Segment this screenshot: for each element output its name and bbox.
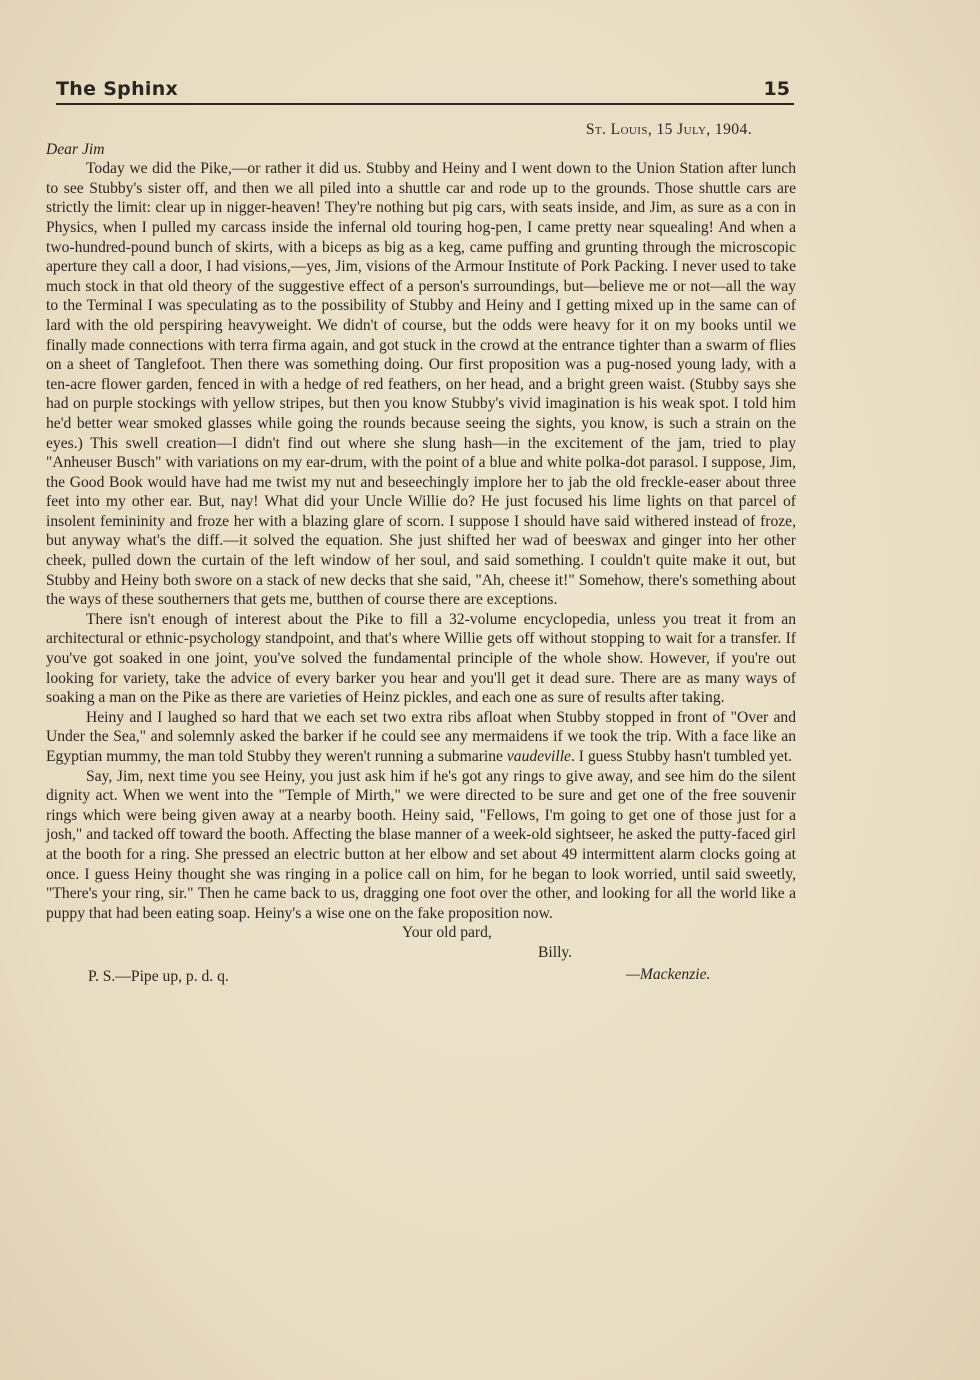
dateline: St. Louis, 15 July, 1904. [585,121,752,138]
signature: Billy. [538,943,573,961]
letter-body [46,120,796,987]
paragraph-1: Today we did the Pike,—or rather it did us. Stubby and Heiny and I went down to the Union Station after lunch to see Stubby's sister off, and then we all piled into a shuttle car and rode up to the grounds. Those shuttle cars are strictly the limit: clear up in nigger-heaven! They're nothing but pig cars, with seats inside, and Jim, as sure as a con in Physics, when I pulled my carcass inside the infernal old touring hog-pen, I came pretty near squealing! And when a two-hundred-pound bunch of skirts, with a biceps as big as a keg, came puffing and grunting through the microscopic aperture they call a door, I had visions,—yes, Jim, visions of the Armour Institute of Pork Packing. I never used to take much stock in that old theory of the suggestive effect of a person's surroundings, but—believe me or not—all the way to the Terminal I was speculating as to the possibility of Stubby and Heiny and I getting mixed up in the same can of lard with the old perspiring heavyweight. We didn't of course, but the odds were heavy for it on my books until we finally made connections with terra firma again, and got stuck in the crowd at the entrance tighter than a swarm of flies on a sheet of Tanglefoot. Then there was something doing. Our first proposition was a pug-nosed young lady, with a ten-acre flower garden, fenced in with a hedge of red feathers, on her head, and a bright green waist. (Stubby says she had on purple stockings with yellow stripes, but then you know Stubby's vivid imagination is his weak spot. I told him he'd better wear smoked glasses while going the rounds because seeing the sights, you know, is such a strain on the eyes.) This swell creation—I didn't find out where she slung hash—in the excitement of the jam, tried to play "Anheuser Busch" with variations on my ear-drum, with the point of a blue and white polka-dot parasol. I suppose, Jim, the Good Book would have had me twist my nut and beseechingly implore her to jab the old freckle-easer about three feet into my other ear. But, nay! What did your Uncle Willie do? He just focused his lime lights on that parcel of insolent femininity and froze her with a blazing glare of scorn. I suppose I should have said withered instead of froze, but anyway what's the diff.—it solved the equation. She just shifted her wad of beeswax and ginger into her other cheek, pulled down the curtain of the left window of her soul, and said something. I couldn't quite make it out, but Stubby and Heiny both swore on a stack of new decks that she said, "Ah, cheese it!" Somehow, there's something about the ways of these southerners that gets me, butthen of course there are exceptions. [46,160,796,609]
paragraph-2: There isn't enough of interest about the Pike to fill a 32-volume encyclopedia, unless you treat it from an architectural or ethnic-psychology standpoint, and that's where Willie gets off without stopping to wait for a transfer. If you've got soaked in one joint, you've solved the fundamental principle of the whole show. However, if you're out looking for variety, take the advice of every barker you hear and you'll get it dead sure. There are as many ways of soaking a man on the Pike as there are varieties of Heinz pickles, and each one as sure of results after taking. [46,610,796,707]
paragraph-3: Heiny and I laughed so hard that we each set two extra ribs afloat when Stubby stopped in front of "Over and Under the Sea," and solemnly asked the barker if he could see any mermaidens if we took the trip. With a face like an Egyptian mummy, the man told Stubby they weren't running a submarine vaudeville. I guess Stubby hasn't tumbled yet. [46,708,796,765]
footer-row [46,965,796,987]
italic-word: vaudeville [506,748,571,765]
paragraph-4: Say, Jim, next time you see Heiny, you just ask him if he's got any rings to give away, and see him do the silent dignity act. When we went into the "Temple of Mirth," we were directed to be sure and get one of the free souvenir rings which were being given away at a nearby booth. Heiny said, "Fellows, I'm going to get one of those just for a josh," and tacked off toward the booth. Affecting the blase manner of a week-old sightseer, he asked the putty-faced girl at the booth for a ring. She pressed an electric button at her elbow and set about 49 intermittent alarm clocks going at once. I guess Heiny thought she was ringing in a police call on him, for he began to look worried, until said sweetly, "There's your ring, sir." Then he came back to us, dragging one foot over the other, and looking for all the world like a puppy that had been eating soap. Heiny's a wise one on the fake proposition now. [46,767,796,922]
header-rule [56,103,794,105]
page-header [56,78,794,104]
running-title: The Sphinx [56,78,179,100]
page-number: 15 [763,78,790,100]
closing: Your old pard, [402,924,492,942]
salutation: Dear Jim [46,140,105,158]
postscript: P. S.—Pipe up, p. d. q. [88,967,229,985]
author-credit: —Mackenzie. [626,965,711,983]
